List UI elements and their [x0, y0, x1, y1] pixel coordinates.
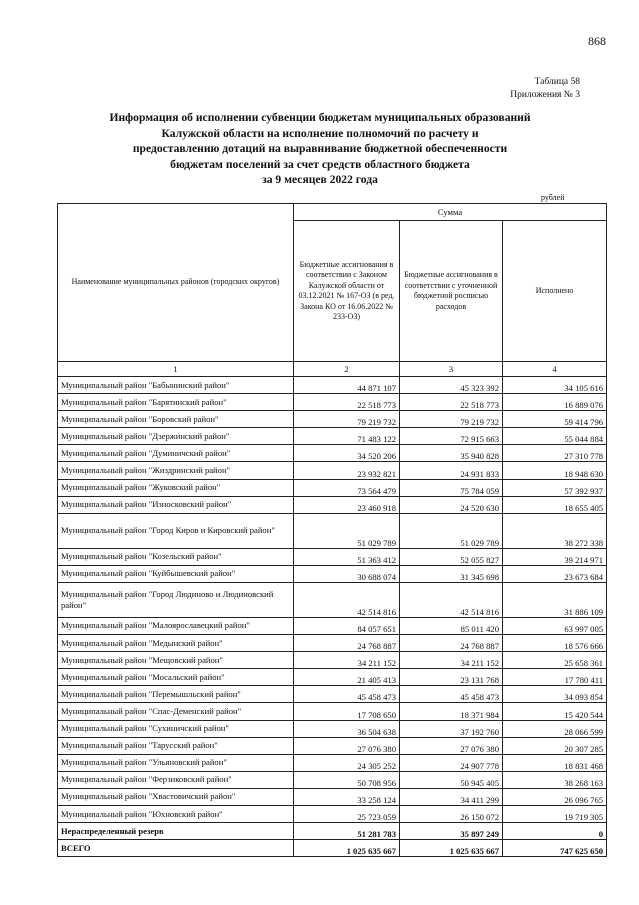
assigned-law-cell: 50 708 956	[294, 771, 400, 788]
assigned-law-cell: 25 723 059	[294, 805, 400, 822]
table-row	[58, 513, 607, 548]
assigned-law-cell: 71 483 122	[294, 428, 400, 445]
assigned-law-cell: 51 363 412	[294, 548, 400, 565]
table-number: Таблица 58	[534, 77, 580, 87]
header-sum: Сумма	[294, 204, 607, 221]
unit-label: рублей	[541, 193, 565, 202]
table-row	[58, 548, 607, 565]
table-row	[58, 565, 607, 582]
district-name-cell: Муниципальный район "Юхновский район"	[58, 805, 294, 822]
header-col3: Бюджетные ассигнования в соответствии с уточненной бюджетной росписью расходов	[400, 221, 503, 362]
assigned-roster-cell: 50 945 405	[400, 771, 503, 788]
executed-cell: 55 044 884	[503, 428, 607, 445]
executed-cell: 17 780 411	[503, 669, 607, 686]
district-name-cell: Муниципальный район "Ульяновский район"	[58, 754, 294, 771]
executed-cell: 27 310 778	[503, 445, 607, 462]
executed-cell: 38 268 163	[503, 771, 607, 788]
assigned-law-cell: 22 518 773	[294, 394, 400, 411]
assigned-roster-cell: 26 150 072	[400, 805, 503, 822]
district-name-cell: Муниципальный район "Спас-Деменский район"	[58, 703, 294, 720]
assigned-roster-cell: 85 011 420	[400, 617, 503, 634]
district-name-cell: Муниципальный район "Жиздринский район"	[58, 462, 294, 479]
assigned-law-cell: 34 211 152	[294, 652, 400, 669]
district-name-cell: Муниципальный район "Износковский район"	[58, 496, 294, 513]
executed-cell: 57 392 937	[503, 479, 607, 496]
assigned-law-cell: 51 281 783	[294, 823, 400, 840]
assigned-roster-cell: 23 131 768	[400, 669, 503, 686]
column-number: 3	[400, 362, 503, 377]
assigned-roster-cell: 42 514 816	[400, 582, 503, 617]
table-row	[58, 652, 607, 669]
assigned-roster-cell: 35 897 249	[400, 823, 503, 840]
district-name-cell: Нераспределенный резерв	[58, 823, 294, 840]
executed-cell: 34 093 854	[503, 686, 607, 703]
assigned-roster-cell: 52 055 827	[400, 548, 503, 565]
executed-cell: 31 886 109	[503, 582, 607, 617]
executed-cell: 18 655 405	[503, 496, 607, 513]
title-line: Информация об исполнении субвенции бюджетам муниципальных образований	[109, 111, 531, 124]
appendix-number: Приложения № 3	[510, 90, 580, 100]
table-row	[58, 669, 607, 686]
table-row	[58, 754, 607, 771]
assigned-roster-cell: 22 518 773	[400, 394, 503, 411]
executed-cell: 59 414 796	[503, 411, 607, 428]
assigned-law-cell: 45 458 473	[294, 686, 400, 703]
district-name-cell: Муниципальный район "Боровский район"	[58, 411, 294, 428]
assigned-roster-cell: 24 520 630	[400, 496, 503, 513]
executed-cell: 23 673 684	[503, 565, 607, 582]
assigned-roster-cell: 24 768 887	[400, 635, 503, 652]
district-name-cell: Муниципальный район "Жуковский район"	[58, 479, 294, 496]
district-name-cell: Муниципальный район "Малоярославецкий район"	[58, 617, 294, 634]
table-row	[58, 428, 607, 445]
assigned-roster-cell: 34 411 299	[400, 788, 503, 805]
table-row	[58, 805, 607, 822]
table-row	[58, 445, 607, 462]
executed-cell: 25 658 361	[503, 652, 607, 669]
table-row	[58, 582, 607, 617]
column-number: 2	[294, 362, 400, 377]
report-table	[57, 203, 607, 857]
column-number: 1	[58, 362, 294, 377]
district-name-cell: Муниципальный район "Город Людиново и Людиновский район"	[58, 582, 294, 617]
district-name-cell: Муниципальный район "Мещовский район"	[58, 652, 294, 669]
executed-cell: 18 576 666	[503, 635, 607, 652]
header-name: Наименование муниципальных районов (городских округов)	[58, 204, 294, 362]
table-row	[58, 394, 607, 411]
assigned-law-cell: 17 708 650	[294, 703, 400, 720]
executed-cell: 15 420 544	[503, 703, 607, 720]
table-row	[58, 840, 607, 857]
district-name-cell: Муниципальный район "Бабынинский район"	[58, 377, 294, 394]
page-number: 868	[588, 34, 606, 48]
executed-cell: 0	[503, 823, 607, 840]
assigned-roster-cell: 1 025 635 667	[400, 840, 503, 857]
assigned-law-cell: 79 219 732	[294, 411, 400, 428]
assigned-roster-cell: 24 931 833	[400, 462, 503, 479]
assigned-law-cell: 30 688 074	[294, 565, 400, 582]
district-name-cell: Муниципальный район "Хвастовичский район"	[58, 788, 294, 805]
assigned-roster-cell: 79 219 732	[400, 411, 503, 428]
executed-cell: 20 307 285	[503, 737, 607, 754]
district-name-cell: Муниципальный район "Тарусский район"	[58, 737, 294, 754]
assigned-law-cell: 27 076 380	[294, 737, 400, 754]
district-name-cell: Муниципальный район "Город Киров и Кировский район"	[58, 513, 294, 548]
table-row	[58, 617, 607, 634]
district-name-cell: Муниципальный район "Козельский район"	[58, 548, 294, 565]
assigned-roster-cell: 75 784 059	[400, 479, 503, 496]
assigned-law-cell: 51 029 789	[294, 513, 400, 548]
assigned-roster-cell: 37 192 760	[400, 720, 503, 737]
district-name-cell: Муниципальный район "Медынский район"	[58, 635, 294, 652]
assigned-roster-cell: 18 371 984	[400, 703, 503, 720]
district-name-cell: Муниципальный район "Сухиничский район"	[58, 720, 294, 737]
executed-cell: 39 214 971	[503, 548, 607, 565]
header-col2: Бюджетные ассигнования в соответствии с Законом Калужской области от 03.12.2021 № 167-ОЗ (в ред. Закона КО от 16.06.2022 № 233-ОЗ)	[294, 221, 400, 362]
table-row	[58, 823, 607, 840]
executed-cell: 63 997 005	[503, 617, 607, 634]
assigned-roster-cell: 31 345 698	[400, 565, 503, 582]
assigned-law-cell: 23 460 918	[294, 496, 400, 513]
district-name-cell: ВСЕГО	[58, 840, 294, 857]
title-line: предоставлению дотаций на выравнивание бюджетной обеспеченности	[132, 142, 508, 156]
assigned-roster-cell: 45 323 392	[400, 377, 503, 394]
assigned-roster-cell: 27 076 380	[400, 737, 503, 754]
table-row	[58, 377, 607, 394]
assigned-law-cell: 24 305 252	[294, 754, 400, 771]
table-row	[58, 771, 607, 788]
document-title	[80, 110, 560, 188]
district-name-cell: Муниципальный район "Думиничский район"	[58, 445, 294, 462]
assigned-law-cell: 21 405 413	[294, 669, 400, 686]
assigned-law-cell: 36 504 638	[294, 720, 400, 737]
table-row	[58, 686, 607, 703]
title-line: бюджетам поселений за счет средств областного бюджета	[170, 157, 470, 171]
district-name-cell: Муниципальный район "Мосальский район"	[58, 669, 294, 686]
executed-cell: 34 105 616	[503, 377, 607, 394]
column-number: 4	[503, 362, 607, 377]
table-row	[58, 635, 607, 652]
assigned-roster-cell: 24 907 778	[400, 754, 503, 771]
executed-cell: 26 096 765	[503, 788, 607, 805]
table-row	[58, 703, 607, 720]
executed-cell: 747 625 650	[503, 840, 607, 857]
assigned-roster-cell: 72 915 663	[400, 428, 503, 445]
district-name-cell: Муниципальный район "Куйбышевский район"	[58, 565, 294, 582]
district-name-cell: Муниципальный район "Дзержинский район"	[58, 428, 294, 445]
title-line: за 9 месяцев 2022 года	[262, 173, 378, 187]
assigned-law-cell: 73 564 479	[294, 479, 400, 496]
table-row	[58, 479, 607, 496]
assigned-law-cell: 23 932 821	[294, 462, 400, 479]
assigned-law-cell: 1 025 635 667	[294, 840, 400, 857]
assigned-roster-cell: 45 458 473	[400, 686, 503, 703]
table-row	[58, 496, 607, 513]
table-row	[58, 788, 607, 805]
assigned-roster-cell: 35 940 828	[400, 445, 503, 462]
district-name-cell: Муниципальный район "Ферзиковский район"	[58, 771, 294, 788]
assigned-law-cell: 42 514 816	[294, 582, 400, 617]
assigned-law-cell: 24 768 887	[294, 635, 400, 652]
assigned-roster-cell: 51 029 789	[400, 513, 503, 548]
assigned-law-cell: 44 871 107	[294, 377, 400, 394]
executed-cell: 16 889 076	[503, 394, 607, 411]
district-name-cell: Муниципальный район "Барятинский район"	[58, 394, 294, 411]
table-row	[58, 462, 607, 479]
assigned-roster-cell: 34 211 152	[400, 652, 503, 669]
table-label	[510, 76, 580, 102]
header-col4: Исполнено	[503, 221, 607, 362]
assigned-law-cell: 33 258 124	[294, 788, 400, 805]
executed-cell: 38 272 338	[503, 513, 607, 548]
table-body	[58, 377, 607, 857]
table-row	[58, 720, 607, 737]
assigned-law-cell: 84 057 651	[294, 617, 400, 634]
table-row	[58, 411, 607, 428]
assigned-law-cell: 34 520 206	[294, 445, 400, 462]
executed-cell: 28 066 599	[503, 720, 607, 737]
executed-cell: 18 948 630	[503, 462, 607, 479]
title-line: Калужской области на исполнение полномочий по расчету и	[161, 126, 479, 140]
table-row	[58, 737, 607, 754]
district-name-cell: Муниципальный район "Перемышльский район"	[58, 686, 294, 703]
executed-cell: 19 719 305	[503, 805, 607, 822]
executed-cell: 18 831 468	[503, 754, 607, 771]
